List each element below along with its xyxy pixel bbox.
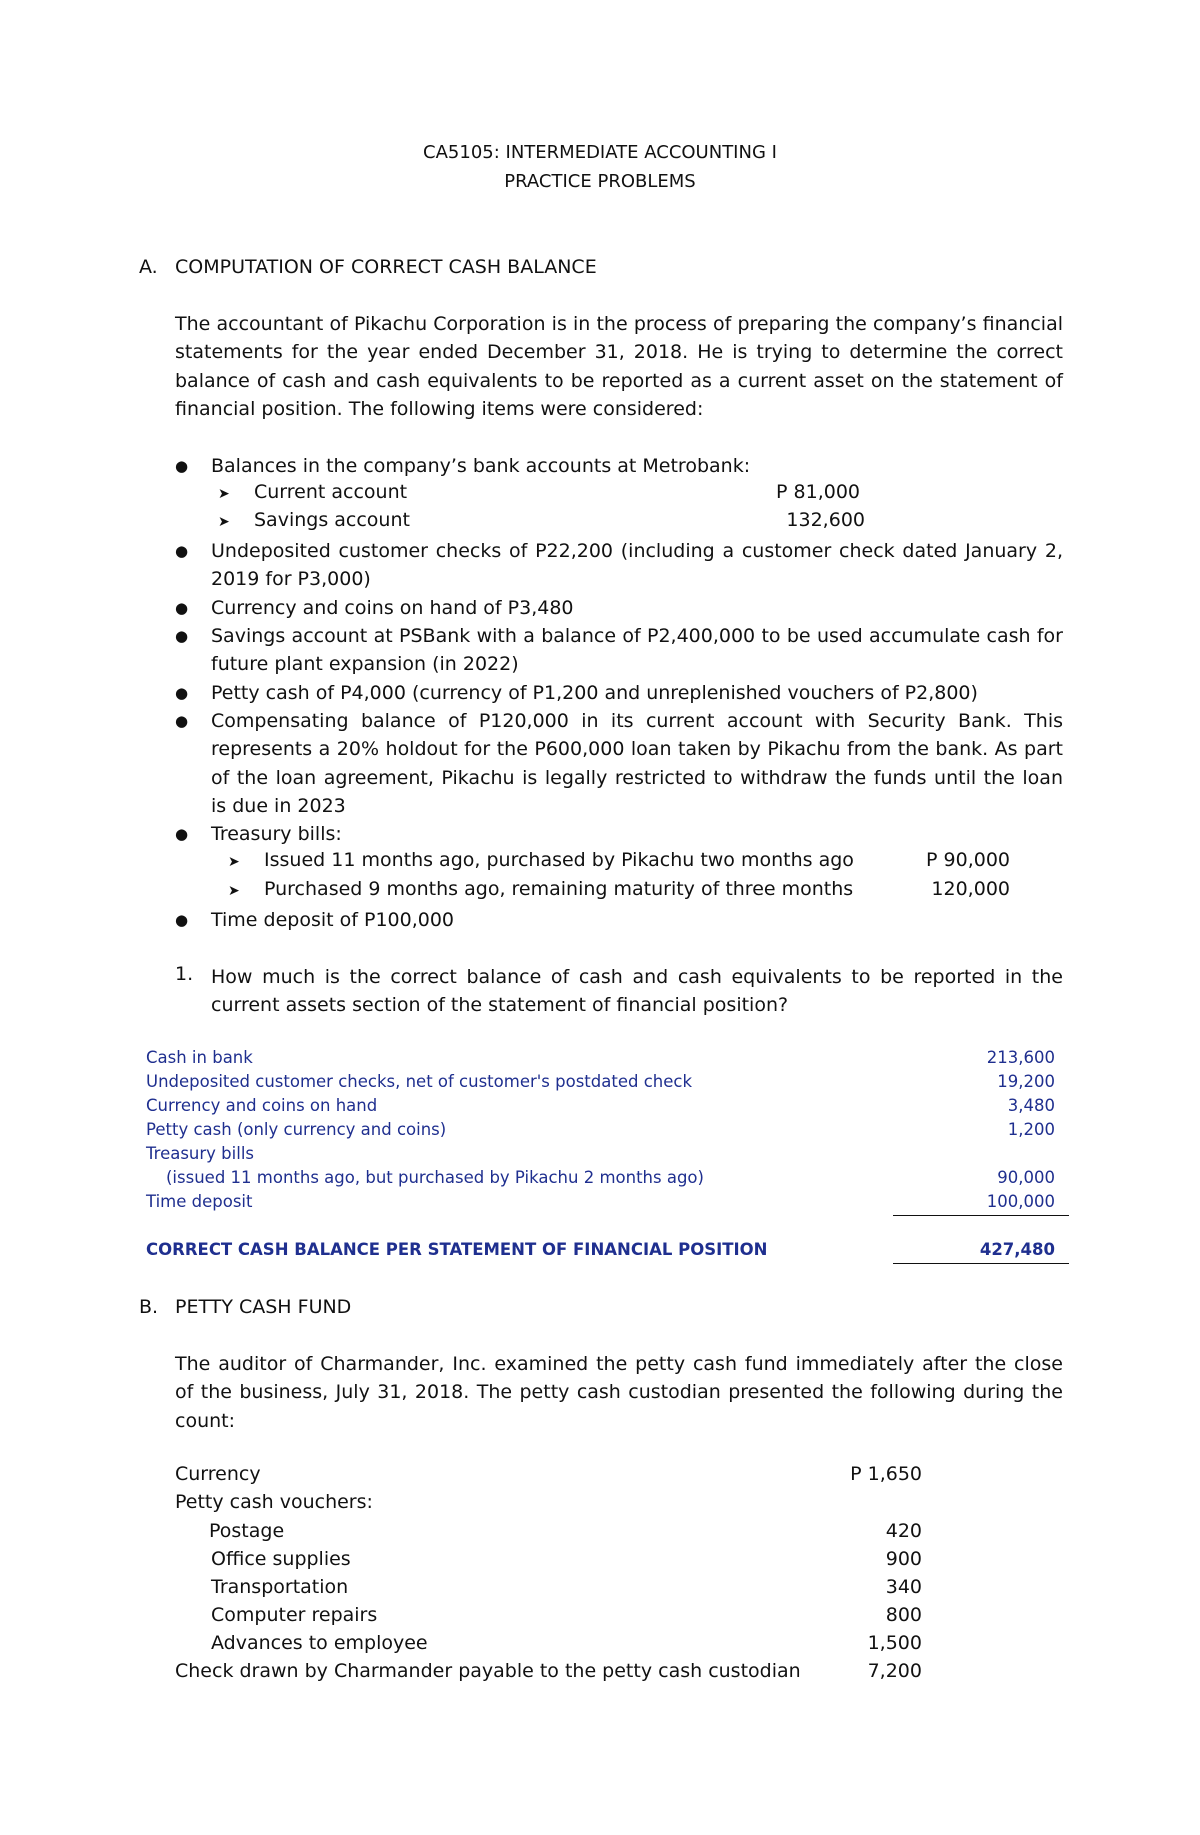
answer-row-label: Undeposited customer checks, net of customer's postdated check [146, 1072, 692, 1091]
time-deposit-item: Time deposit of P100,000 [211, 909, 455, 931]
section-a-heading: COMPUTATION OF CORRECT CASH BALANCE [175, 256, 597, 278]
section-b-heading: PETTY CASH FUND [175, 1296, 352, 1318]
voucher-label: Computer repairs [211, 1604, 378, 1626]
list-item [175, 820, 1063, 848]
arrow-bullet-icon: ➤ [228, 854, 240, 870]
list-item: ● Compensating balance of P120,000 in its current account with Security Bank. This represents a 20% holdout for the P600,000 loan taken by Pikachu from the bank. As part of the loan agreement, Pikachu is legally restricted to withdraw the funds until the loan is due in 2023 [175, 707, 1063, 821]
answer-row-label: (issued 11 months ago, but purchased by Pikachu 2 months ago) [166, 1168, 704, 1187]
answer-row-label: Cash in bank [146, 1048, 253, 1067]
answer-row-amount: 100,000 [986, 1192, 1055, 1211]
voucher-amount: 800 [885, 1604, 922, 1626]
voucher-label: Transportation [211, 1576, 349, 1598]
voucher-amount: 420 [885, 1520, 922, 1542]
list-item: ● Petty cash of P4,000 (currency of P1,200 and unreplenished vouchers of P2,800) [175, 679, 1063, 707]
question-number: 1. [175, 963, 194, 985]
treasury-bill-1-label: Issued 11 months ago, purchased by Pikachu two months ago [264, 849, 854, 871]
section-b-intro: The auditor of Charmander, Inc. examined the petty cash fund immediately after the close of the business, July 31, 2018. The petty cash custodian presented the following during the count: [175, 1353, 1063, 1432]
section-b-letter: B. [139, 1296, 159, 1318]
arrow-bullet-icon: ➤ [218, 514, 230, 530]
answer-row-amount: 19,200 [997, 1072, 1055, 1091]
bullet-icon: ● [175, 825, 189, 843]
voucher-label: Office supplies [211, 1548, 351, 1570]
check-amount: 7,200 [867, 1660, 922, 1682]
question-text: How much is the correct balance of cash and cash equivalents to be reported in the current assets section of the statement of financial position? [211, 966, 1063, 1017]
answer-row-label: Currency and coins on hand [146, 1096, 378, 1115]
bullet-icon: ● [175, 599, 189, 617]
voucher-amount: 1,500 [867, 1632, 922, 1654]
subtotal-rule [893, 1215, 1069, 1216]
current-account-label: Current account [254, 481, 408, 503]
answer-row-amount: 213,600 [986, 1048, 1055, 1067]
list-item: ● Currency and coins on hand of P3,480 [175, 594, 1063, 622]
course-title: CA5105: INTERMEDIATE ACCOUNTING I [423, 142, 777, 163]
bullet-icon: ● [175, 457, 189, 475]
total-label: CORRECT CASH BALANCE PER STATEMENT OF FINANCIAL POSITION [146, 1240, 768, 1259]
answer-row-label: Petty cash (only currency and coins) [146, 1120, 447, 1139]
list-item: ● Savings account at PSBank with a balance of P2,400,000 to be used accumulate cash for future plant expansion (in 2022) [175, 622, 1063, 679]
section-a-letter: A. [139, 256, 158, 278]
list-item [175, 452, 1063, 480]
voucher-amount: 340 [885, 1576, 922, 1598]
check-label: Check drawn by Charmander payable to the petty cash custodian [175, 1660, 801, 1682]
answer-row-label: Treasury bills [146, 1144, 255, 1163]
answer-row-label: Time deposit [146, 1192, 253, 1211]
total-rule [893, 1263, 1069, 1264]
treasury-bill-2-label: Purchased 9 months ago, remaining maturity of three months [264, 878, 854, 900]
bank-balances-label: Balances in the company’s bank accounts at Metrobank: [211, 455, 751, 477]
savings-account-amount: 132,600 [786, 509, 865, 531]
bullet-icon: ● [175, 542, 189, 560]
answer-row-amount: 3,480 [1007, 1096, 1055, 1115]
answer-row-amount: 1,200 [1007, 1120, 1055, 1139]
vouchers-label: Petty cash vouchers: [175, 1491, 373, 1513]
currency-amount: P 1,650 [850, 1463, 922, 1485]
bullet-icon: ● [175, 911, 189, 929]
document-subtitle: PRACTICE PROBLEMS [504, 171, 696, 192]
list-item: ● Undeposited customer checks of P22,200 (including a customer check dated January 2, 2019 for P3,000) [175, 537, 1063, 594]
bullet-icon: ● [175, 684, 189, 702]
savings-account-label: Savings account [254, 509, 410, 531]
arrow-bullet-icon: ➤ [218, 486, 230, 502]
bullet-icon: ● [175, 712, 189, 730]
bullet-icon: ● [175, 627, 189, 645]
voucher-label: Postage [209, 1520, 285, 1542]
treasury-bill-1-amount: P 90,000 [926, 849, 1010, 871]
voucher-label: Advances to employee [211, 1632, 428, 1654]
section-a-intro: The accountant of Pikachu Corporation is in the process of preparing the company’s financial statements for the year ended December 31, 2018. He is trying to determine the correct balance of cash and cash equivalents to be reported as a current asset on the statement of financial position. The following items were considered: [175, 313, 1063, 421]
arrow-bullet-icon: ➤ [228, 883, 240, 899]
list-item [175, 906, 1063, 934]
treasury-bill-2-amount: 120,000 [931, 878, 1010, 900]
answer-row-amount: 90,000 [997, 1168, 1055, 1187]
current-account-amount: P 81,000 [776, 481, 860, 503]
voucher-amount: 900 [885, 1548, 922, 1570]
treasury-bills-label: Treasury bills: [211, 823, 342, 845]
currency-label: Currency [175, 1463, 261, 1485]
total-amount: 427,480 [979, 1240, 1055, 1259]
